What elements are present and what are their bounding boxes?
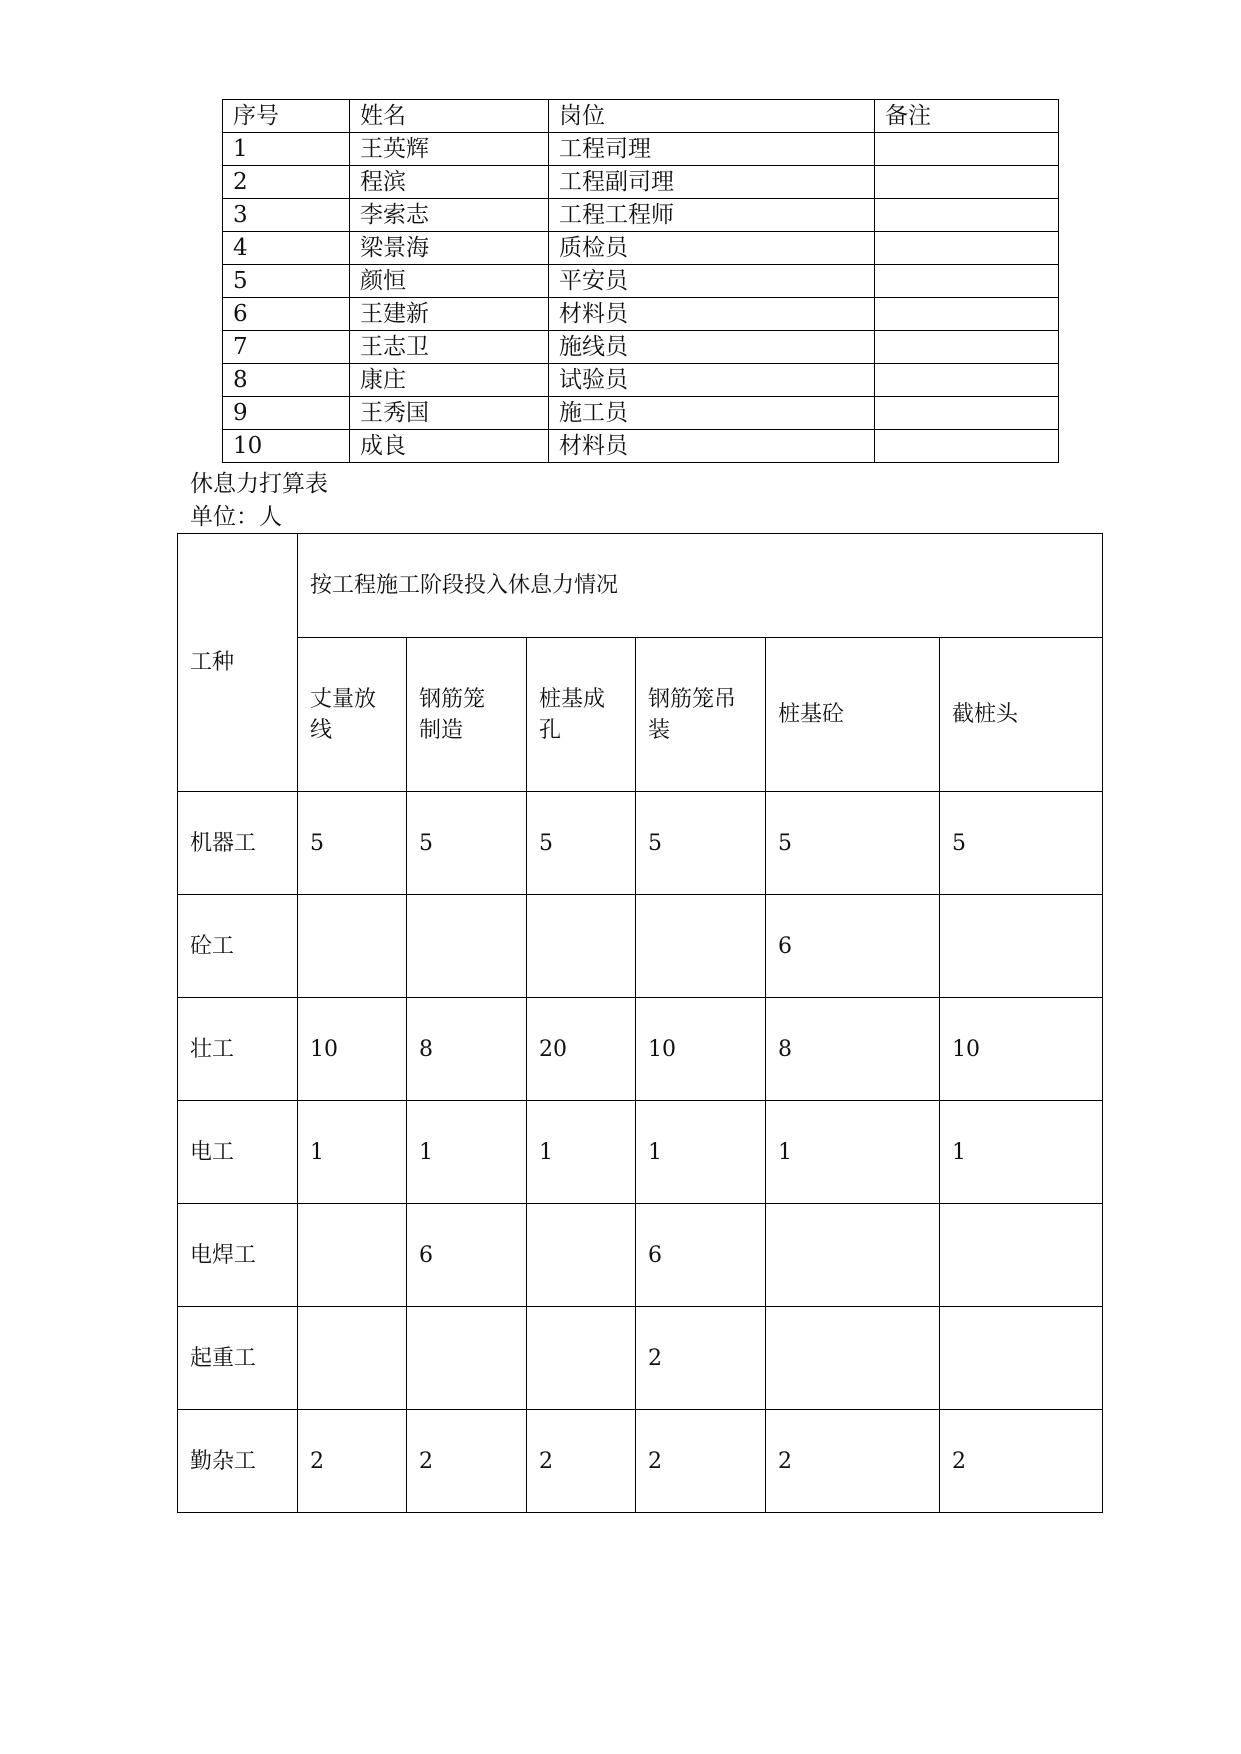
labor-count-cell: 8 [407, 998, 527, 1101]
trade-name-cell: 电焊工 [178, 1204, 298, 1307]
staff-index-cell: 1 [223, 133, 350, 166]
table-row [223, 430, 1059, 463]
labor-count-cell: 5 [940, 792, 1103, 895]
staff-index-cell: 7 [223, 331, 350, 364]
staff-index-cell: 10 [223, 430, 350, 463]
staff-name-cell: 梁景海 [350, 232, 549, 265]
table-row [223, 364, 1059, 397]
staff-remark-cell [875, 331, 1059, 364]
stage-label-line: 丈量放 [310, 686, 377, 712]
trade-name-cell: 机器工 [178, 792, 298, 895]
staff-position-cell: 平安员 [549, 265, 875, 298]
labor-count-cell: 2 [407, 1410, 527, 1513]
labor-count-cell: 5 [298, 792, 407, 895]
table-row [178, 1410, 1103, 1513]
stage-label-line: 孔 [539, 717, 562, 743]
labor-count-cell [527, 895, 636, 998]
staff-name-cell: 康庄 [350, 364, 549, 397]
stage-header-cell [527, 638, 636, 792]
stage-label-line: 制造 [419, 717, 464, 743]
trade-name-cell: 电工 [178, 1101, 298, 1204]
stage-header-cell [298, 638, 407, 792]
staff-header-row [223, 100, 1059, 133]
staff-name-cell: 李索志 [350, 199, 549, 232]
labor-count-cell [940, 895, 1103, 998]
staff-header-cell: 姓名 [350, 100, 549, 133]
labor-count-cell: 2 [527, 1410, 636, 1513]
staff-name-cell: 成良 [350, 430, 549, 463]
trade-name-cell: 起重工 [178, 1307, 298, 1410]
staff-position-cell: 工程司理 [549, 133, 875, 166]
labor-count-cell: 1 [766, 1101, 940, 1204]
staff-remark-cell [875, 298, 1059, 331]
table-row [223, 298, 1059, 331]
staff-remark-cell [875, 133, 1059, 166]
trade-name-cell: 砼工 [178, 895, 298, 998]
labor-count-cell [766, 1204, 940, 1307]
table-row [223, 166, 1059, 199]
stage-label-line: 钢筋笼吊 [648, 686, 737, 712]
staff-remark-cell [875, 364, 1059, 397]
stage-label-line: 线 [310, 717, 333, 743]
table-row [223, 232, 1059, 265]
labor-count-cell: 6 [636, 1204, 766, 1307]
staff-remark-cell [875, 265, 1059, 298]
staff-remark-cell [875, 397, 1059, 430]
stage-label-line: 装 [648, 717, 671, 743]
table-row [178, 792, 1103, 895]
labor-count-cell: 8 [766, 998, 940, 1101]
staff-position-cell: 材料员 [549, 430, 875, 463]
labor-count-cell [407, 895, 527, 998]
staff-name-cell: 颜恒 [350, 265, 549, 298]
labor-count-cell: 2 [636, 1410, 766, 1513]
labor-plan-table [177, 533, 1103, 1513]
staff-index-cell: 5 [223, 265, 350, 298]
staff-index-cell: 2 [223, 166, 350, 199]
table-row [223, 397, 1059, 430]
staff-position-cell: 试验员 [549, 364, 875, 397]
staff-position-cell: 材料员 [549, 298, 875, 331]
labor-count-cell [407, 1307, 527, 1410]
labor-count-cell: 10 [636, 998, 766, 1101]
labor-count-cell: 1 [636, 1101, 766, 1204]
table-row [178, 895, 1103, 998]
labor-count-cell [940, 1204, 1103, 1307]
staff-name-cell: 王志卫 [350, 331, 549, 364]
table-row [178, 998, 1103, 1101]
labor-count-cell [527, 1307, 636, 1410]
staff-position-cell: 工程副司理 [549, 166, 875, 199]
labor-count-cell: 5 [407, 792, 527, 895]
stage-label-line: 桩基砼 [778, 702, 845, 727]
stage-label-line: 桩基成 [539, 686, 606, 712]
labor-count-cell: 10 [298, 998, 407, 1101]
staff-name-cell: 王秀国 [350, 397, 549, 430]
staff-remark-cell [875, 199, 1059, 232]
labor-count-cell: 2 [636, 1307, 766, 1410]
trade-name-cell: 勤杂工 [178, 1410, 298, 1513]
labor-count-cell: 2 [766, 1410, 940, 1513]
labor-count-cell: 5 [636, 792, 766, 895]
labor-count-cell: 1 [527, 1101, 636, 1204]
staff-index-cell: 4 [223, 232, 350, 265]
stage-header-cell [636, 638, 766, 792]
labor-count-cell: 10 [940, 998, 1103, 1101]
labor-count-cell [298, 1204, 407, 1307]
staff-remark-cell [875, 430, 1059, 463]
labor-count-cell [527, 1204, 636, 1307]
staff-header-cell: 岗位 [549, 100, 875, 133]
table-row [178, 1101, 1103, 1204]
staff-header-cell: 备注 [875, 100, 1059, 133]
stage-header-cell [766, 638, 940, 792]
table-row [223, 331, 1059, 364]
stage-group-header: 按工程施工阶段投入休息力情况 [298, 534, 1103, 638]
stage-names-row [178, 638, 1103, 792]
staff-name-cell: 程滨 [350, 166, 549, 199]
labor-count-cell [766, 1307, 940, 1410]
labor-header-row [178, 534, 1103, 638]
labor-count-cell [298, 895, 407, 998]
labor-count-cell: 1 [940, 1101, 1103, 1204]
labor-count-cell [940, 1307, 1103, 1410]
staff-index-cell: 8 [223, 364, 350, 397]
staff-position-cell: 工程工程师 [549, 199, 875, 232]
table-row [223, 199, 1059, 232]
table-row [223, 133, 1059, 166]
labor-count-cell: 5 [766, 792, 940, 895]
staff-header-cell: 序号 [223, 100, 350, 133]
staff-remark-cell [875, 232, 1059, 265]
staff-name-cell: 王建新 [350, 298, 549, 331]
table-row [178, 1307, 1103, 1410]
staff-index-cell: 3 [223, 199, 350, 232]
staff-position-cell: 施线员 [549, 331, 875, 364]
labor-count-cell: 1 [407, 1101, 527, 1204]
labor-plan-title: 休息力打算表 [190, 471, 328, 497]
labor-count-cell: 20 [527, 998, 636, 1101]
stage-label-line: 钢筋笼 [419, 686, 486, 712]
labor-count-cell: 6 [407, 1204, 527, 1307]
staff-index-cell: 9 [223, 397, 350, 430]
staff-name-cell: 王英辉 [350, 133, 549, 166]
stage-header-cell [940, 638, 1103, 792]
staff-index-cell: 6 [223, 298, 350, 331]
labor-count-cell [298, 1307, 407, 1410]
table-row [178, 1204, 1103, 1307]
stage-header-cell [407, 638, 527, 792]
labor-plan-unit: 单位：人 [190, 504, 282, 530]
staff-table [222, 99, 1059, 463]
trade-column-header: 工种 [178, 534, 298, 792]
staff-position-cell: 施工员 [549, 397, 875, 430]
trade-name-cell: 壮工 [178, 998, 298, 1101]
staff-remark-cell [875, 166, 1059, 199]
labor-count-cell: 2 [298, 1410, 407, 1513]
labor-count-cell: 5 [527, 792, 636, 895]
table-row [223, 265, 1059, 298]
labor-count-cell: 2 [940, 1410, 1103, 1513]
staff-position-cell: 质检员 [549, 232, 875, 265]
labor-count-cell: 1 [298, 1101, 407, 1204]
stage-label-line: 截桩头 [952, 702, 1019, 727]
labor-count-cell: 6 [766, 895, 940, 998]
labor-count-cell [636, 895, 766, 998]
